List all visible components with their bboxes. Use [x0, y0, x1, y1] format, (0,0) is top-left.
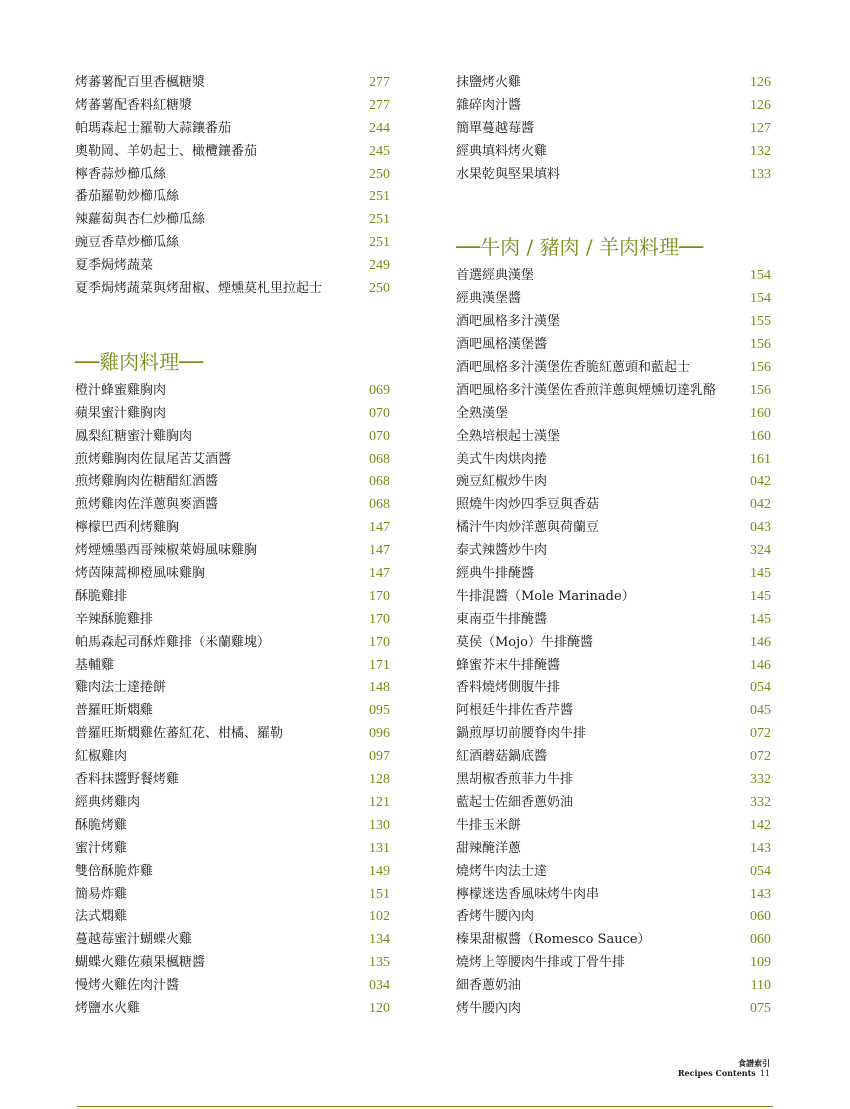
page-number: 060: [750, 932, 771, 948]
spacer: [456, 186, 771, 232]
index-entry: [75, 586, 390, 609]
index-entry: [75, 769, 390, 792]
recipe-name: 雜碎肉汁醬: [456, 97, 522, 113]
page-number: 145: [750, 566, 771, 582]
section-heading-beef-pork-lamb: ──牛肉 / 豬肉 / 羊肉料理──: [456, 235, 704, 260]
spacer: [75, 301, 390, 347]
index-entry: [456, 95, 771, 118]
page-number: 133: [750, 166, 771, 182]
page-number: 146: [750, 634, 771, 650]
recipe-name: 豌豆紅椒炒牛肉: [456, 474, 548, 490]
recipe-name: 檸檬巴西利烤雞胸: [75, 520, 180, 536]
page-number: 161: [750, 451, 771, 467]
recipe-name: 經典漢堡醬: [456, 291, 522, 307]
page-number: 324: [750, 543, 771, 559]
recipe-name: 全熟漢堡: [456, 405, 509, 421]
page-number: 134: [369, 932, 390, 948]
index-entry: [75, 426, 390, 449]
page-number: 244: [369, 120, 390, 136]
index-entry: [456, 723, 771, 746]
index-entry: [75, 838, 390, 861]
page-number: 332: [750, 794, 771, 810]
page-number: 154: [750, 291, 771, 307]
footer-label: [678, 1058, 770, 1079]
footer-title-zh: 食譜索引: [738, 1058, 770, 1068]
recipe-name: 蔓越莓蜜汁蝴蝶火雞: [75, 932, 193, 948]
recipe-name: 香料燒烤側腹牛排: [456, 680, 561, 696]
page-number: 075: [750, 1000, 771, 1016]
page-number: 042: [750, 497, 771, 513]
recipe-name: 法式燜雞: [75, 909, 128, 925]
page-number: 110: [750, 978, 771, 994]
index-entry: [456, 586, 771, 609]
recipe-name: 普羅旺斯燜雞佐蕃紅花、柑橘、羅勒: [75, 726, 284, 742]
recipe-name: 莫侯（Mojo）牛排醃醬: [456, 634, 593, 650]
recipe-name: 煎烤雞胸肉佐糖醋紅酒醬: [75, 474, 219, 490]
page-number: 151: [369, 886, 390, 902]
page-number: 245: [369, 143, 390, 159]
index-entry: [456, 265, 771, 288]
page-number: 121: [369, 794, 390, 810]
page-number: 042: [750, 474, 771, 490]
recipe-name: 簡易炸雞: [75, 886, 128, 902]
page-number: 054: [750, 863, 771, 879]
recipe-name: 照燒牛肉炒四季豆與香菇: [456, 497, 600, 513]
index-entry: [456, 357, 771, 380]
page-number: 156: [750, 382, 771, 398]
page-number: 171: [369, 657, 390, 673]
recipe-name: 鳳梨紅糖蜜汁雞胸肉: [75, 428, 193, 444]
index-entry: [75, 186, 390, 209]
index-entry: [75, 141, 390, 164]
index-entry: [456, 838, 771, 861]
footer-line: [678, 1068, 770, 1079]
recipe-name: 奧勒岡、羊奶起士、橄欖鑲番茄: [75, 143, 258, 159]
index-entry: [456, 426, 771, 449]
index-entry: [75, 278, 390, 301]
recipe-name: 酥脆雞排: [75, 588, 128, 604]
recipe-name: 烤茵陳蒿柳橙風味雞胸: [75, 566, 206, 582]
recipe-name: 番茄羅勒炒櫛瓜絲: [75, 189, 180, 205]
index-entry: [456, 403, 771, 426]
page-number: 045: [750, 703, 771, 719]
recipe-name: 細香蔥奶油: [456, 978, 522, 994]
footer-title-en: Recipes Contents: [677, 1068, 756, 1078]
recipe-name: 泰式辣醬炒牛肉: [456, 543, 548, 559]
recipe-name: 烤煙燻墨西哥辣椒萊姆風味雞胸: [75, 543, 258, 559]
page-number: 160: [750, 405, 771, 421]
page-number: 072: [750, 726, 771, 742]
recipe-name: 烤牛腰內肉: [456, 1000, 522, 1016]
recipe-name: 紅酒蘑菇鍋底醬: [456, 749, 548, 765]
index-entry: [75, 632, 390, 655]
recipe-name: 蝴蝶火雞佐蘋果楓糖醬: [75, 955, 206, 971]
page-number: 109: [750, 955, 771, 971]
page-number: 102: [369, 909, 390, 925]
page-number: 251: [369, 212, 390, 228]
recipe-name: 雞肉法士達捲餅: [75, 680, 167, 696]
recipe-name: 慢烤火雞佐肉汁醬: [75, 978, 180, 994]
index-entry: [456, 952, 771, 975]
index-entry: [456, 746, 771, 769]
recipe-name: 蘋果蜜汁雞胸肉: [75, 405, 167, 421]
recipe-name: 橙汁蜂蜜雞胸肉: [75, 382, 167, 398]
recipe-name: 辣蘿蔔與杏仁炒櫛瓜絲: [75, 212, 206, 228]
page-number: 097: [369, 749, 390, 765]
recipe-name: 酒吧風格多汁漢堡佐香脆紅蔥頭和藍起士: [456, 360, 691, 376]
recipe-name: 檸香蒜炒櫛瓜絲: [75, 166, 167, 182]
index-entry: [456, 164, 771, 187]
recipe-name: 美式牛肉烘肉捲: [456, 451, 548, 467]
recipe-name: 水果乾與堅果填料: [456, 166, 561, 182]
index-entry: [75, 792, 390, 815]
recipe-name: 牛排混醬（Mole Marinade）: [456, 588, 635, 604]
page-number: 069: [369, 382, 390, 398]
recipe-name: 經典牛排醃醬: [456, 566, 535, 582]
recipe-name: 燒烤牛肉法士達: [456, 863, 548, 879]
page-number: 126: [750, 75, 771, 90]
index-entry: [456, 449, 771, 472]
recipe-name: 牛排玉米餅: [456, 817, 522, 833]
recipe-name: 榛果甜椒醬（Romesco Sauce）: [456, 932, 651, 948]
page-number: 170: [369, 611, 390, 627]
page-number: 126: [750, 97, 771, 113]
page-number: 250: [369, 166, 390, 182]
page-number: 154: [750, 268, 771, 284]
right-group-1: [456, 72, 771, 186]
recipe-name: 燒烤上等腰肉牛排或丁骨牛排: [456, 955, 626, 971]
index-entry: [75, 906, 390, 929]
recipe-name: 辛辣酥脆雞排: [75, 611, 154, 627]
page-number: 128: [369, 772, 390, 788]
page-number: 068: [369, 451, 390, 467]
page-number: 068: [369, 474, 390, 490]
recipe-name: 蜜汁烤雞: [75, 840, 128, 856]
page-number: 332: [750, 772, 771, 788]
page-number: 135: [369, 955, 390, 971]
recipe-name: 香料抹醬野餐烤雞: [75, 772, 180, 788]
page-number: 132: [750, 143, 771, 159]
index-entry: [75, 449, 390, 472]
index-entry: [75, 209, 390, 232]
recipe-name: 夏季焗烤蔬菜與烤甜椒、煙燻莫札里拉起士: [75, 281, 323, 297]
left-column: [75, 72, 390, 1021]
page-number: 143: [750, 840, 771, 856]
recipe-name: 酒吧風格多汁漢堡佐香煎洋蔥與煙燻切達乳酪: [456, 382, 717, 398]
page-number: 070: [369, 428, 390, 444]
index-entry: [75, 700, 390, 723]
recipe-name: 烤蕃薯配香料紅糖漿: [75, 97, 193, 113]
page-number: 149: [369, 863, 390, 879]
index-entry: [75, 609, 390, 632]
index-entry: [75, 929, 390, 952]
page-number: 170: [369, 634, 390, 650]
recipe-name: 藍起士佐細香蔥奶油: [456, 794, 574, 810]
recipe-name: 香烤牛腰內肉: [456, 909, 535, 925]
recipe-name: 檸檬迷迭香風味烤牛肉串: [456, 886, 600, 902]
page-number: 249: [369, 258, 390, 274]
index-entry: [75, 403, 390, 426]
index-entry: [456, 494, 771, 517]
index-entry: [456, 906, 771, 929]
recipe-name: 酒吧風格多汁漢堡: [456, 314, 561, 330]
recipe-name: 東南亞牛排醃醬: [456, 611, 548, 627]
index-entry: [456, 141, 771, 164]
recipe-name: 煎烤雞胸肉佐鼠尾苦艾酒醬: [75, 451, 232, 467]
recipe-name: 雙倍酥脆炸雞: [75, 863, 154, 879]
page-number: 156: [750, 337, 771, 353]
recipe-name: 豌豆香草炒櫛瓜絲: [75, 235, 180, 251]
page-number: 147: [369, 520, 390, 536]
page-number: 146: [750, 657, 771, 673]
recipe-name: 鍋煎厚切前腰脊肉牛排: [456, 726, 587, 742]
index-entry: [75, 517, 390, 540]
index-entry: [75, 494, 390, 517]
page-number: 054: [750, 680, 771, 696]
recipe-name: 首選經典漢堡: [456, 268, 535, 284]
index-entry: [75, 677, 390, 700]
index-entry: [456, 884, 771, 907]
recipe-name: 經典烤雞肉: [75, 794, 141, 810]
left-group-1: [75, 72, 390, 301]
index-entry: [456, 118, 771, 141]
page-number: 142: [750, 817, 771, 833]
index-entry: [456, 288, 771, 311]
index-entry: [456, 609, 771, 632]
page-number: 170: [369, 588, 390, 604]
recipe-name: 烤鹽水火雞: [75, 1000, 141, 1016]
page-number: 043: [750, 520, 771, 536]
page-number: 072: [750, 749, 771, 765]
index-entry: [75, 164, 390, 187]
recipe-name: 蜂蜜芥末牛排醃醬: [456, 657, 561, 673]
bottom-rule: [77, 1106, 773, 1107]
page-number: 120: [369, 1000, 390, 1016]
index-entry: [456, 517, 771, 540]
index-entry: [75, 471, 390, 494]
page-number: 147: [369, 543, 390, 559]
recipe-name: 帕瑪森起士羅勒大蒜鑲番茄: [75, 120, 232, 136]
index-entry: [456, 655, 771, 678]
index-entry: [456, 861, 771, 884]
page-number: 060: [750, 909, 771, 925]
recipe-name: 普羅旺斯燜雞: [75, 703, 154, 719]
index-entry: [75, 540, 390, 563]
index-entry: [456, 792, 771, 815]
page-number: 277: [369, 97, 390, 113]
page-number: 096: [369, 726, 390, 742]
index-entry: [75, 746, 390, 769]
page-number: 160: [750, 428, 771, 444]
page-number: 156: [750, 360, 771, 376]
recipe-name: 紅椒雞肉: [75, 749, 128, 765]
page-number: 251: [369, 189, 390, 205]
index-entry: [456, 540, 771, 563]
index-entry: [75, 118, 390, 141]
right-group-2: [456, 265, 771, 1020]
section-heading-chicken: ──雞肉料理──: [75, 349, 204, 374]
index-entry: [456, 998, 771, 1021]
recipe-name: 抹鹽烤火雞: [456, 75, 522, 90]
index-entry: [75, 815, 390, 838]
index-entry: [75, 563, 390, 586]
page-number: 145: [750, 588, 771, 604]
recipe-name: 煎烤雞肉佐洋蔥與麥酒醬: [75, 497, 219, 513]
index-entry: [456, 563, 771, 586]
index-entry: [456, 334, 771, 357]
page-number: 070: [369, 405, 390, 421]
page-number: 277: [369, 75, 390, 90]
recipe-name: 基輔雞: [75, 657, 115, 673]
page-number: 068: [369, 497, 390, 513]
recipe-name: 甜辣醃洋蔥: [456, 840, 522, 856]
index-entry: [75, 72, 390, 95]
index-entry: [456, 72, 771, 95]
page-number: 11: [759, 1069, 770, 1078]
recipe-name: 簡單蔓越莓醬: [456, 120, 535, 136]
recipe-name: 橘汁牛肉炒洋蔥與荷蘭豆: [456, 520, 600, 536]
page-number: 034: [369, 978, 390, 994]
index-entry: [75, 952, 390, 975]
index-entry: [456, 700, 771, 723]
index-entry: [75, 255, 390, 278]
index-entry: [456, 769, 771, 792]
page-number: 250: [369, 281, 390, 297]
page-number: 131: [369, 840, 390, 856]
index-entry: [75, 655, 390, 678]
recipe-name: 帕馬森起司酥炸雞排（米蘭雞塊）: [75, 634, 271, 650]
page-number: 095: [369, 703, 390, 719]
page-number: 127: [750, 120, 771, 136]
index-entry: [75, 998, 390, 1021]
index-entry: [75, 884, 390, 907]
index-entry: [75, 95, 390, 118]
recipe-name: 經典填料烤火雞: [456, 143, 548, 159]
index-entry: [75, 861, 390, 884]
index-entry: [456, 975, 771, 998]
recipe-name: 阿根廷牛排佐香芹醬: [456, 703, 574, 719]
index-entry: [75, 723, 390, 746]
recipe-name: 夏季焗烤蔬菜: [75, 258, 154, 274]
page-number: 145: [750, 611, 771, 627]
page-number: 147: [369, 566, 390, 582]
page-number: 148: [369, 680, 390, 696]
recipe-name: 全熟培根起士漢堡: [456, 428, 561, 444]
index-entry: [456, 380, 771, 403]
recipe-name: 酥脆烤雞: [75, 817, 128, 833]
recipe-name: 烤蕃薯配百里香楓糖漿: [75, 75, 206, 90]
recipe-name: 黑胡椒香煎菲力牛排: [456, 772, 574, 788]
left-group-2: [75, 380, 390, 1021]
index-entry: [456, 677, 771, 700]
page-number: 251: [369, 235, 390, 251]
index-entry: [75, 975, 390, 998]
index-entry: [456, 311, 771, 334]
index-entry: [456, 471, 771, 494]
recipe-name: 酒吧風格漢堡醬: [456, 337, 548, 353]
page-number: 130: [369, 817, 390, 833]
page-number: 155: [750, 314, 771, 330]
index-entry: [456, 632, 771, 655]
index-entry: [75, 232, 390, 255]
index-entry: [456, 815, 771, 838]
page-number: 143: [750, 886, 771, 902]
right-column: [456, 72, 771, 1021]
index-entry: [456, 929, 771, 952]
index-entry: [75, 380, 390, 403]
